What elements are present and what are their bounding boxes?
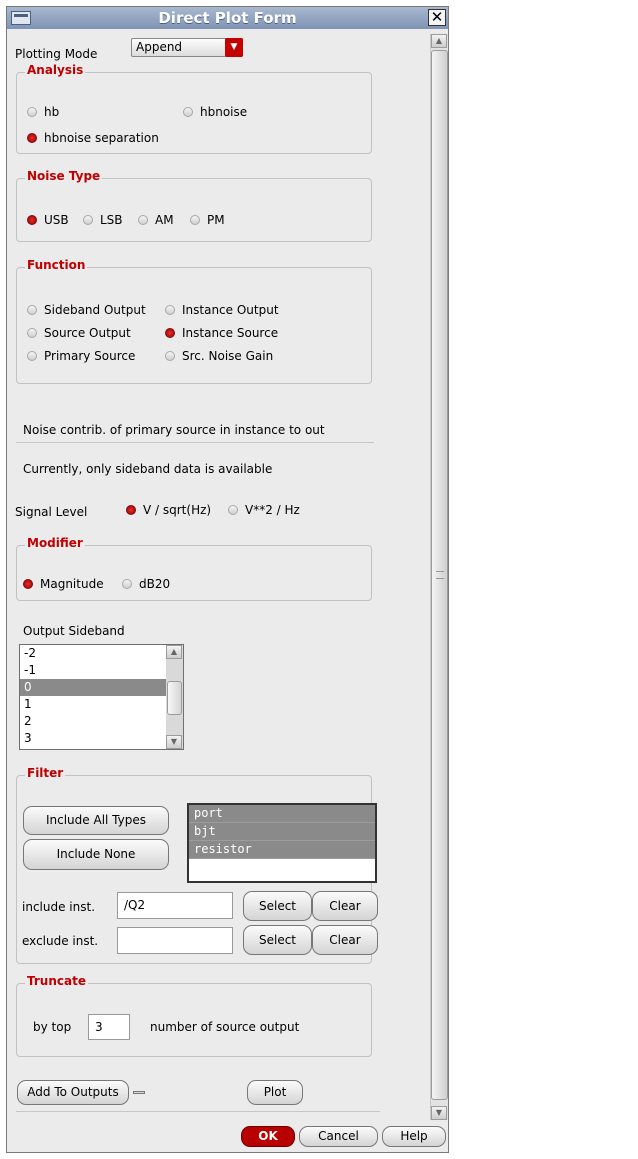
radio-primary-source[interactable]: Primary Source xyxy=(27,349,135,363)
radio-selected-icon xyxy=(165,328,175,338)
instance-type-list[interactable] xyxy=(187,803,377,883)
include-inst-input[interactable]: /Q2 xyxy=(117,892,233,919)
plotting-mode-value: Append xyxy=(136,40,183,54)
list-item[interactable]: bjt xyxy=(189,823,375,841)
radio-v2-per-hz[interactable]: V**2 / Hz xyxy=(228,503,300,517)
list-item[interactable]: port xyxy=(189,805,375,823)
plotting-mode-label: Plotting Mode xyxy=(15,47,98,61)
radio-selected-icon xyxy=(23,579,33,589)
sideband-scrollbar[interactable] xyxy=(166,645,183,749)
radio-sideband-output[interactable]: Sideband Output xyxy=(27,303,146,317)
truncate-by-label: by top xyxy=(33,1020,72,1034)
radio-indicator-icon xyxy=(138,215,148,225)
exclude-inst-label: exclude inst. xyxy=(22,934,99,948)
dropdown-arrow-icon: ▼ xyxy=(225,38,243,57)
radio-am[interactable]: AM xyxy=(138,213,174,227)
radio-source-output[interactable]: Source Output xyxy=(27,326,131,340)
radio-hb[interactable]: hb xyxy=(27,105,59,119)
add-to-outputs-indicator xyxy=(133,1091,145,1094)
plotting-mode-select[interactable] xyxy=(131,38,243,57)
scroll-up-icon[interactable]: ▲ xyxy=(431,34,447,48)
scroll-down-icon[interactable]: ▼ xyxy=(166,735,182,749)
exclude-inst-input[interactable] xyxy=(117,927,233,954)
radio-selected-icon xyxy=(27,133,37,143)
analysis-title: Analysis xyxy=(27,63,84,77)
cancel-button[interactable]: Cancel xyxy=(299,1126,378,1147)
radio-indicator-icon xyxy=(27,107,37,117)
radio-hbnoise-separation[interactable]: hbnoise separation xyxy=(27,131,159,145)
form-scrollbar[interactable] xyxy=(430,34,448,1120)
radio-instance-source[interactable]: Instance Source xyxy=(165,326,278,340)
radio-indicator-icon xyxy=(165,351,175,361)
include-none-button[interactable]: Include None xyxy=(23,839,169,870)
radio-indicator-icon xyxy=(190,215,200,225)
radio-db20[interactable]: dB20 xyxy=(122,577,170,591)
radio-selected-icon xyxy=(126,505,136,515)
include-all-types-button[interactable]: Include All Types xyxy=(23,806,169,835)
plot-button[interactable]: Plot xyxy=(247,1080,303,1105)
grip-icon xyxy=(436,571,444,579)
radio-pm[interactable]: PM xyxy=(190,213,225,227)
list-item[interactable]: -2 xyxy=(24,646,36,660)
radio-v-sqrt-hz[interactable]: V / sqrt(Hz) xyxy=(126,503,211,517)
radio-indicator-icon xyxy=(83,215,93,225)
close-button[interactable]: ✕ xyxy=(428,9,446,26)
include-inst-label: include inst. xyxy=(22,900,96,914)
radio-lsb[interactable]: LSB xyxy=(83,213,123,227)
truncate-suffix: number of source output xyxy=(150,1020,300,1034)
radio-selected-icon xyxy=(27,215,37,225)
title-bar[interactable] xyxy=(7,7,448,29)
list-item[interactable]: -1 xyxy=(24,663,36,677)
exclude-select-button[interactable]: Select xyxy=(243,925,312,955)
radio-indicator-icon xyxy=(165,305,175,315)
radio-magnitude[interactable]: Magnitude xyxy=(23,577,104,591)
truncate-count-input[interactable]: 3 xyxy=(88,1014,130,1040)
scroll-down-icon[interactable]: ▼ xyxy=(431,1106,447,1120)
noise-type-group xyxy=(16,169,372,242)
direct-plot-form-window xyxy=(6,6,449,1153)
signal-level-label: Signal Level xyxy=(15,505,88,519)
truncate-title: Truncate xyxy=(27,974,86,988)
output-sideband-list[interactable] xyxy=(19,644,184,750)
radio-indicator-icon xyxy=(228,505,238,515)
radio-hbnoise[interactable]: hbnoise xyxy=(183,105,247,119)
radio-indicator-icon xyxy=(27,351,37,361)
list-item[interactable]: 3 xyxy=(24,731,32,745)
function-title: Function xyxy=(27,258,86,272)
radio-usb[interactable]: USB xyxy=(27,213,69,227)
radio-indicator-icon xyxy=(122,579,132,589)
window-title: Direct Plot Form xyxy=(158,9,297,27)
list-item-selected[interactable]: 0 xyxy=(20,679,183,696)
modifier-title: Modifier xyxy=(27,536,83,550)
add-to-outputs-button[interactable]: Add To Outputs xyxy=(17,1080,129,1105)
list-item[interactable]: resistor xyxy=(189,841,375,859)
list-item[interactable]: 2 xyxy=(24,714,32,728)
ok-button[interactable]: OK xyxy=(241,1126,295,1147)
list-item[interactable]: 1 xyxy=(24,697,32,711)
radio-src-noise-gain[interactable]: Src. Noise Gain xyxy=(165,349,273,363)
scroll-up-icon[interactable]: ▲ xyxy=(166,645,182,659)
function-description: Noise contrib. of primary source in instance to out xyxy=(23,423,325,437)
include-clear-button[interactable]: Clear xyxy=(312,891,378,921)
filter-title: Filter xyxy=(27,766,64,780)
modifier-group xyxy=(16,536,372,601)
scroll-thumb[interactable] xyxy=(431,50,448,1100)
radio-instance-output[interactable]: Instance Output xyxy=(165,303,279,317)
info-text: Currently, only sideband data is available xyxy=(23,462,273,476)
scroll-thumb[interactable] xyxy=(167,681,182,715)
output-sideband-label: Output Sideband xyxy=(23,624,125,638)
divider xyxy=(16,1111,380,1112)
radio-indicator-icon xyxy=(183,107,193,117)
include-select-button[interactable]: Select xyxy=(243,891,312,921)
radio-indicator-icon xyxy=(27,305,37,315)
noise-type-title: Noise Type xyxy=(27,169,101,183)
exclude-clear-button[interactable]: Clear xyxy=(312,925,378,955)
divider xyxy=(16,442,374,443)
help-button[interactable]: Help xyxy=(382,1126,446,1147)
radio-indicator-icon xyxy=(27,328,37,338)
